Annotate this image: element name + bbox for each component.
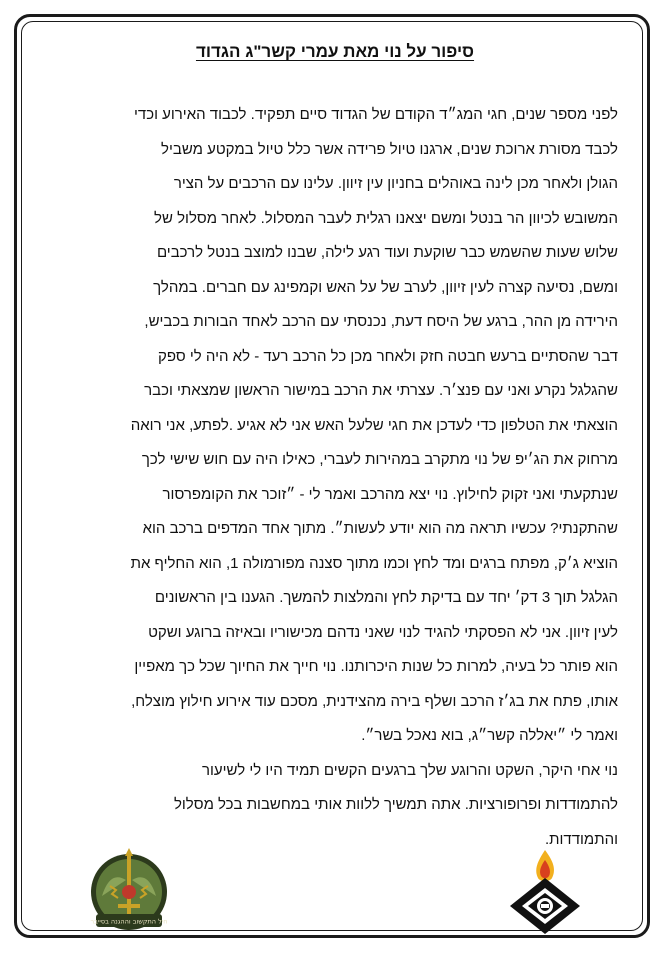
text-line: מרחוק את הג׳יפ של נוי מתקרב במהירות לעברי, כאילו היה עם חוש שישי לכך — [141, 451, 618, 468]
story-body — [50, 98, 618, 857]
text-line: הוצאתי את הטלפון כדי לעדכן את חגי שלעל האש אני לא אגיע .לפתע, אני רואה — [130, 416, 618, 434]
page-title: סיפור על נוי מאת עמרי קשר"ג הגדוד — [195, 42, 475, 61]
text-line: הגלגל תוך 3 דק׳ יחד עם בדיקת לחץ והמלצות להמשך. הגענו בין הראשונים — [154, 589, 618, 606]
text-line: המשובש לכיוון הר בנטל ומשם יצאנו רגלית לעבר המסלול. לאחר מסלול של — [154, 209, 618, 227]
text-line: הוא פותר כל בעיה, למרות כל שנות היכרותנו. נוי חייך את החיוך שכל כך מאפיין — [134, 658, 618, 675]
story-paragraph-2 — [50, 754, 618, 858]
text-line: שהגלגל נקרע ואני עם פנצ׳ר. עצרתי את הרכב במישור הראשון שמצאתי וכבר — [144, 382, 618, 399]
story-paragraph-1 — [50, 98, 618, 754]
text-line: ומשם, נסיעה קצרה לעין זיוון, לערב של על האש וקמפינג עם חברים. במהלך — [153, 278, 618, 296]
text-line: להתמודדות ופרופורציות. אתה תמשיך ללוות אותי במחשבות בכל מסלול — [173, 796, 618, 813]
text-line: אותו, פתח את בג׳ז הרכב ושלף בירה מהצידנית, מסכם עוד אירוע חילוץ מוצלח, — [131, 692, 618, 710]
text-line: והתמודדות. — [544, 830, 618, 848]
text-line: הירידה מן ההר, ברגע של היסח דעת, נכנסתי עם הרכב לאחד הבורות בכביש, — [144, 313, 618, 330]
text-line: שהתקנתי? עכשיו תראה מה הוא יודע לעשות״. מתוך אחד המדפים ברכב הוא — [142, 520, 618, 537]
text-line: הוציא ג׳ק, מפתח ברגים ומד לחץ וכמו מתוך סצנה מפורמולה 1, הוא החליף את — [130, 554, 618, 572]
text-line: נוי אחי היקר, השקט והרוגע שלך ברגעים הקשים תמיד היו לי לשיעור — [201, 761, 618, 779]
text-line: לפני מספר שנים, חגי המג״ד הקודם של הגדוד סיים תפקיד. לכבוד האירוע וכדי — [134, 106, 618, 123]
text-line: לעין זיוון. אני לא הפסקתי להגיד לנוי שאני נדהם מכישוריו ובאיזה ברוגע ושקט — [148, 623, 618, 641]
text-line: שנתקעתי ואני זקוק לחילוץ. נוי יצא מהרכב ואמר לי - ״זוכר את הקומפרסור — [162, 485, 618, 503]
text-line: הגולן ולאחר מכן לינה באוהלים בחניון עין זיוון. עלינו עם הרכבים על הציר — [173, 175, 618, 192]
memorial-flame-emblem — [504, 848, 586, 936]
text-line: לכבד מסורת ארוכת שנים, ארגנו טיול פרידה אשר כלל טיול במקטע משביל — [161, 140, 618, 158]
text-line: שלוש שעות שהשמש כבר שוקעת ועוד רגע לילה, שבנו למוצב בנטל לרכבים — [156, 244, 618, 261]
emblem-left-caption: חיל התקשוב וההגנה בסייבר — [90, 917, 168, 926]
text-line: דבר שהסתיים ברעש חבטה חזק ולאחר מכן כל הרכב רעד - לא היה לי ספק — [158, 347, 618, 365]
unit-insignia-emblem — [88, 846, 170, 936]
text-line: ואמר לי ״יאללה קשר״ג, בוא נאכל בשר״. — [361, 727, 618, 744]
